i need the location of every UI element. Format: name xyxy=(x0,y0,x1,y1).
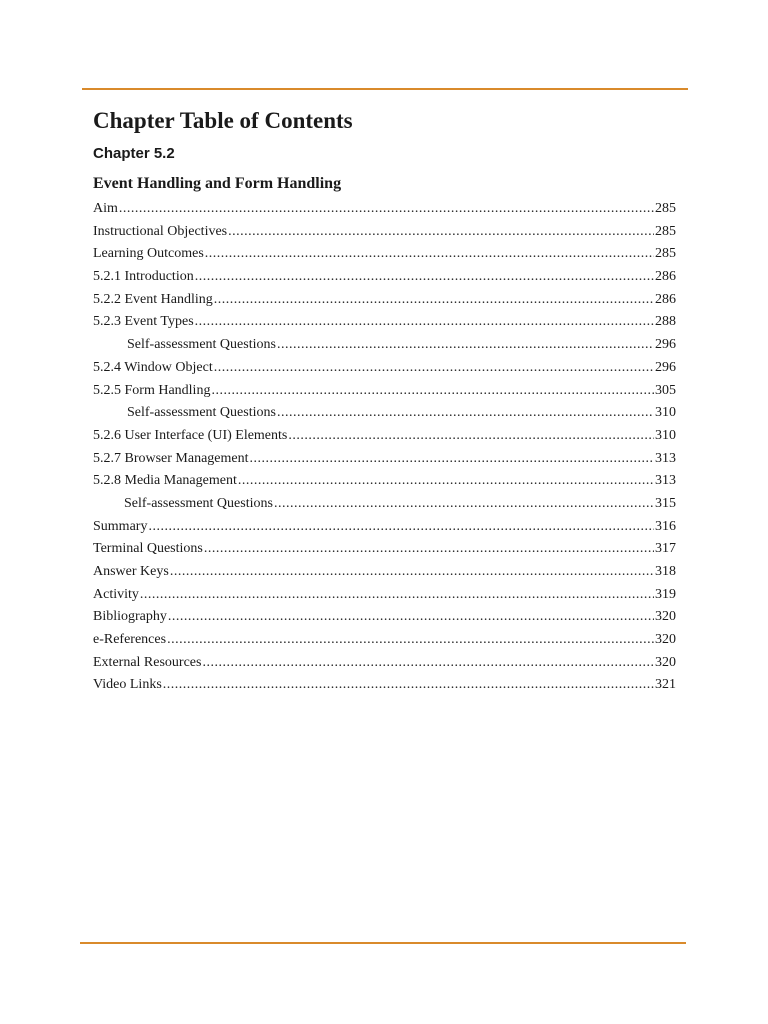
toc-entry-label: Self-assessment Questions xyxy=(124,495,273,511)
toc-entry-page: 296 xyxy=(655,337,676,353)
dot-leader xyxy=(238,470,654,493)
toc-entry[interactable] xyxy=(93,629,676,652)
toc-entry-label: Answer Keys xyxy=(93,564,169,579)
toc-entry[interactable] xyxy=(93,584,676,607)
toc-entry-page: 305 xyxy=(655,382,676,398)
dot-leader xyxy=(228,221,654,244)
toc-entry-label: e-References xyxy=(93,632,167,648)
toc-entry-label: External Resources xyxy=(93,654,202,670)
dot-leader xyxy=(214,357,654,380)
toc-entry-page: 286 xyxy=(655,269,676,285)
dot-leader xyxy=(148,516,654,539)
toc-entry-label: 5.2.5 Form Handling xyxy=(93,382,211,398)
toc-entry-page: 285 xyxy=(655,246,676,262)
toc-entry[interactable] xyxy=(93,402,676,425)
toc-entry-page: 296 xyxy=(655,359,676,375)
toc-entry-page: 320 xyxy=(655,632,676,648)
dot-leader xyxy=(195,311,654,334)
toc-entry[interactable] xyxy=(93,243,676,266)
toc-entry-page: 285 xyxy=(655,223,676,239)
dot-leader xyxy=(277,402,654,425)
toc-entry[interactable] xyxy=(93,357,676,380)
toc-entry-label: Summary xyxy=(93,518,148,534)
dot-leader xyxy=(277,334,654,357)
toc-entry-label: Activity xyxy=(93,586,139,602)
toc-entry-label: Learning Outcomes xyxy=(93,246,204,262)
toc-entry-label: Video Links xyxy=(93,677,162,693)
toc-entry[interactable] xyxy=(93,652,676,675)
toc-entry-page: 317 xyxy=(655,541,676,557)
dot-leader xyxy=(204,538,654,561)
toc-entry-label: 5.2.6 User Interface (UI) Elements xyxy=(93,427,288,443)
dot-leader xyxy=(211,380,654,403)
dot-leader xyxy=(214,289,654,312)
toc-entry[interactable] xyxy=(93,198,676,221)
dot-leader xyxy=(170,561,654,584)
toc-entry[interactable] xyxy=(93,538,676,561)
chapter-number: Chapter 5.2 xyxy=(93,145,175,162)
toc-entry-label: Instructional Objectives xyxy=(93,223,228,239)
page-title: Chapter Table of Contents xyxy=(93,108,353,133)
toc-entry-label: 5.2.8 Media Management xyxy=(93,473,237,489)
toc-entry[interactable] xyxy=(93,561,676,584)
toc-entry-page: 288 xyxy=(655,314,676,330)
toc-entry-label: Aim xyxy=(93,201,118,216)
toc-list xyxy=(93,198,676,697)
toc-entry-page: 313 xyxy=(655,473,676,489)
toc-entry-label: 5.2.3 Event Types xyxy=(93,314,194,330)
toc-entry-page: 285 xyxy=(655,201,676,216)
dot-leader xyxy=(168,606,654,629)
toc-entry[interactable] xyxy=(93,221,676,244)
toc-entry-label: 5.2.7 Browser Management xyxy=(93,450,249,466)
dot-leader xyxy=(250,448,654,471)
toc-entry[interactable] xyxy=(93,311,676,334)
dot-leader xyxy=(167,629,654,652)
toc-page xyxy=(93,104,676,697)
dot-leader xyxy=(205,243,654,266)
toc-entry[interactable] xyxy=(93,493,676,516)
dot-leader xyxy=(202,652,654,675)
dot-leader xyxy=(140,584,654,607)
toc-entry-label: Self-assessment Questions xyxy=(127,405,276,421)
toc-entry[interactable] xyxy=(93,266,676,289)
dot-leader xyxy=(119,198,654,221)
toc-entry-label: 5.2.1 Introduction xyxy=(93,269,194,285)
toc-entry-label: Terminal Questions xyxy=(93,541,203,557)
toc-entry-label: 5.2.2 Event Handling xyxy=(93,291,213,307)
toc-entry-page: 310 xyxy=(655,427,676,443)
toc-entry-page: 318 xyxy=(655,564,676,579)
toc-entry[interactable] xyxy=(93,516,676,539)
toc-entry-label: Bibliography xyxy=(93,609,167,625)
toc-entry-page: 316 xyxy=(655,518,676,534)
toc-entry[interactable] xyxy=(93,425,676,448)
section-title: Event Handling and Form Handling xyxy=(93,175,342,192)
toc-entry[interactable] xyxy=(93,448,676,471)
toc-entry-page: 310 xyxy=(655,405,676,421)
bottom-divider xyxy=(80,942,686,944)
toc-entry[interactable] xyxy=(93,606,676,629)
toc-entry[interactable] xyxy=(93,289,676,312)
toc-entry[interactable] xyxy=(93,334,676,357)
toc-entry-page: 286 xyxy=(655,291,676,307)
dot-leader xyxy=(288,425,654,448)
toc-entry-page: 321 xyxy=(655,677,676,693)
top-divider xyxy=(82,88,688,90)
toc-entry-page: 320 xyxy=(655,654,676,670)
toc-entry-page: 315 xyxy=(655,495,676,511)
dot-leader xyxy=(163,674,654,697)
toc-entry-label: Self-assessment Questions xyxy=(127,337,276,353)
toc-entry-page: 319 xyxy=(655,586,676,602)
toc-entry-label: 5.2.4 Window Object xyxy=(93,359,213,375)
toc-entry-page: 320 xyxy=(655,609,676,625)
dot-leader xyxy=(274,493,654,516)
dot-leader xyxy=(195,266,654,289)
toc-entry-page: 313 xyxy=(655,450,676,466)
toc-entry[interactable] xyxy=(93,470,676,493)
toc-entry[interactable] xyxy=(93,380,676,403)
toc-entry[interactable] xyxy=(93,674,676,697)
